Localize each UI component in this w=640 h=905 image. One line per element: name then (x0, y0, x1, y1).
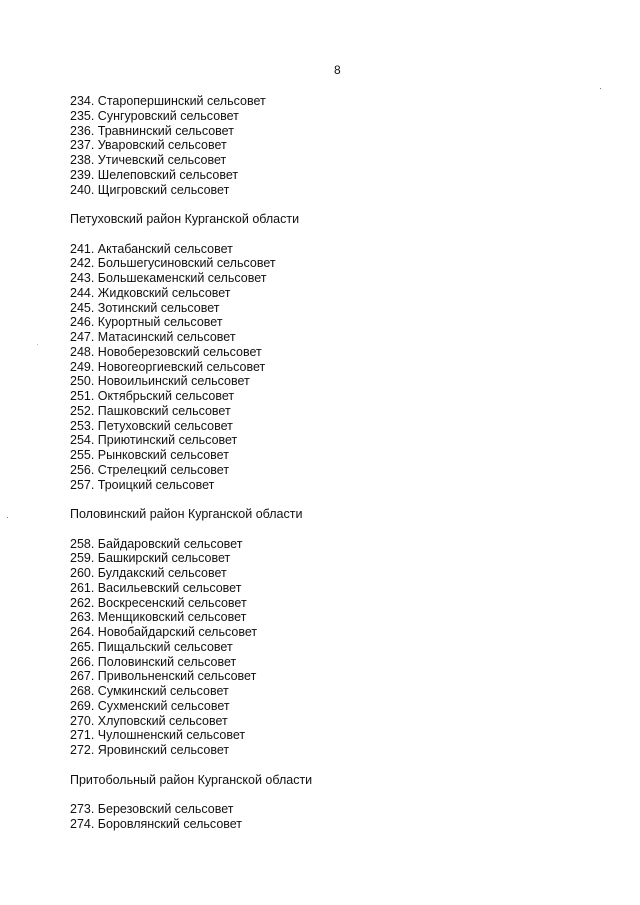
list-item: 267. Привольненский сельсовет (70, 669, 257, 684)
list-item: 272. Яровинский сельсовет (70, 743, 230, 757)
list-item: 271. Чулошненский сельсовет (70, 728, 246, 743)
list-item: 242. Большегусиновский сельсовет (70, 256, 276, 271)
list-item: 270. Хлуповский сельсовет (70, 713, 228, 728)
scan-speck (7, 517, 8, 518)
list-item: 253. Петуховский сельсовет (70, 418, 233, 433)
section-heading: Притобольный район Курганской области (70, 772, 313, 787)
section-heading: Половинский район Курганской области (70, 507, 303, 521)
list-item: 254. Приютинский сельсовет (70, 433, 238, 448)
list-item: 240. Щигровский сельсовет (70, 182, 230, 197)
list-item: 259. Башкирский сельсовет (70, 551, 231, 566)
list-item: 260. Булдакский сельсовет (70, 566, 227, 580)
section-list-continued (70, 94, 590, 197)
section-pritobolny (70, 773, 590, 832)
list-item: 256. Стрелецкий сельсовет (70, 462, 230, 477)
list-item: 261. Васильевский сельсовет (70, 580, 242, 595)
list-item: 258. Байдаровский сельсовет (70, 536, 243, 551)
section-petukhovsky (70, 212, 590, 492)
list-item: 247. Матасинский сельсовет (70, 330, 236, 344)
list-item: 257. Троицкий сельсовет (70, 477, 215, 492)
list-item: 265. Пищальский сельсовет (70, 639, 233, 654)
list-item: 236. Травнинский сельсовет (70, 123, 234, 138)
list-item: 266. Половинский сельсовет (70, 654, 237, 669)
list-item: 249. Новогеоргиевский сельсовет (70, 359, 266, 374)
section-heading: Петуховский район Курганской области (70, 212, 300, 226)
list-item: 248. Новоберезовский сельсовет (70, 344, 262, 359)
list-item: 234. Старопершинский сельсовет (70, 94, 266, 108)
list-item: 269. Сухменский сельсовет (70, 698, 230, 713)
list-item: 243. Большекаменский сельсовет (70, 271, 267, 285)
list-item: 251. Октябрьский сельсовет (70, 389, 235, 403)
list-item: 268. Сумкинский сельсовет (70, 684, 229, 698)
page-number: 8 (334, 63, 341, 77)
list-item: 237. Уваровский сельсовет (70, 138, 227, 153)
list-item: 245. Зотинский сельсовет (70, 300, 220, 315)
document-body (70, 94, 590, 832)
list-item: 250. Новоильинский сельсовет (70, 374, 250, 389)
list-item: 235. Сунгуровский сельсовет (70, 108, 239, 123)
list-item: 262. Воскресенский сельсовет (70, 595, 247, 610)
list-item: 244. Жидковский сельсовет (70, 285, 231, 300)
list-item: 255. Рынковский сельсовет (70, 448, 229, 462)
scan-speck (37, 344, 38, 345)
section-polovinsky (70, 507, 590, 758)
list-item: 274. Боровлянский сельсовет (70, 816, 243, 831)
list-item: 239. Шелеповский сельсовет (70, 167, 239, 182)
list-item: 241. Актабанский сельсовет (70, 241, 233, 256)
list-item: 263. Менщиковский сельсовет (70, 610, 247, 625)
scan-speck (600, 88, 601, 89)
list-item: 238. Утичевский сельсовет (70, 153, 227, 167)
list-item: 273. Березовский сельсовет (70, 802, 234, 816)
list-item: 252. Пашковский сельсовет (70, 403, 231, 418)
list-item: 264. Новобайдарский сельсовет (70, 625, 258, 639)
list-item: 246. Курортный сельсовет (70, 315, 223, 330)
